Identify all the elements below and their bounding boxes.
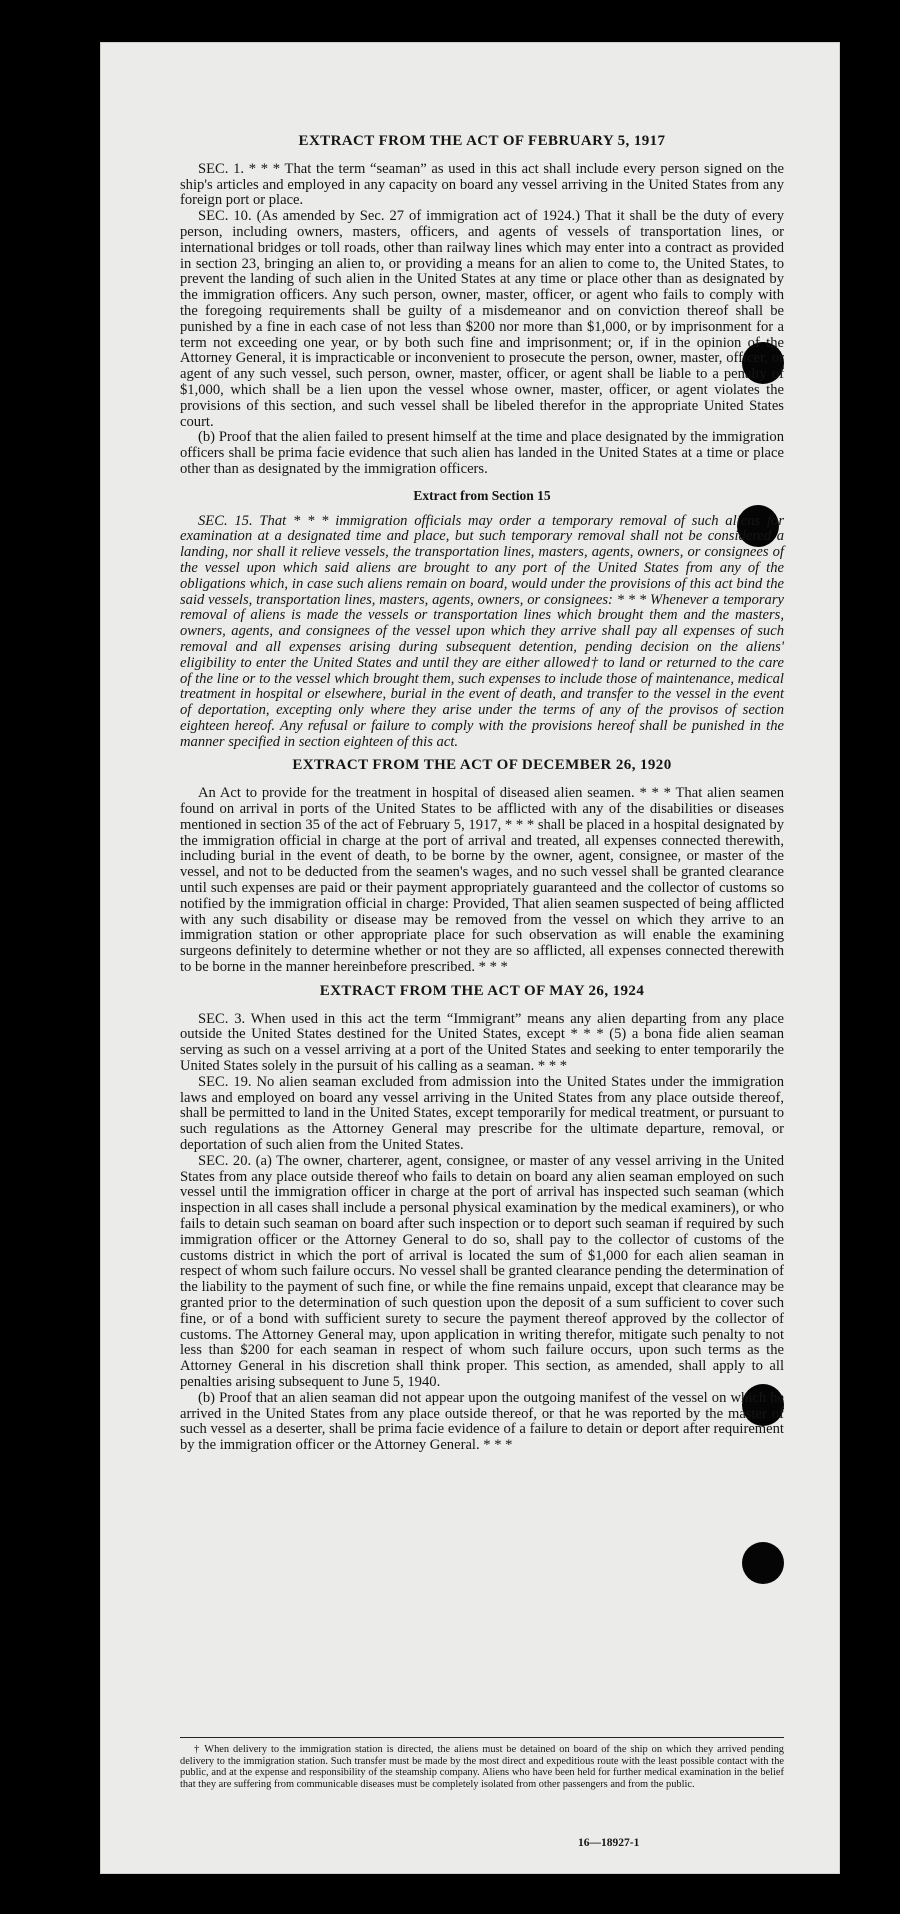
section-19-text: SEC. 19. No alien seaman excluded from admission into the United States under the immigration laws and employed on board any vessel arriving in the United States from any place outside thereof, shall be permitted to land in the United States, except temporarily for medical treatment, or pursuant to such regulations as the Attorney General may prescribe for the ultimate departure, removal, or deportation of such alien from the United States. [180, 1073, 784, 1154]
section-20b-text: (b) Proof that an alien seaman did not appear upon the outgoing manifest of the vessel on which he arrived in the United States from any place outside thereof, or that he was reported by the master of such vessel as a deserter, shall be prima facie evidence of a failure to detain or deport after requirement by the immigration officer or the Attorney General. * * * [180, 1389, 784, 1454]
section-10-text: SEC. 10. (As amended by Sec. 27 of immigration act of 1924.) That it shall be the duty of every person, including owners, masters, officers, and agents of vessels of transportation lines, or international bridges or toll roads, other than railway lines which may enter into a contract as provided in section 23, bringing an alien to, or providing a means for an alien to come to, the United States, to prevent the landing of such alien in the United States at any time or place other than as designated by the immigration officers. Any such person, owner, master, officer, or agent who fails to comply with the foregoing requirements shall be guilty of a misdemeanor and on conviction thereof shall be punished by a fine in each case of not less than $200 nor more than $1,000, or by imprisonment for a term not exceeding one year, or by both such fine and imprisonment; or, if in the opinion of the Attorney General, it is impracticable or inconvenient to prosecute the person, owner, master, officer, or agent of any such vessel, such person, owner, master, officer, or agent shall be liable to a penalty of $1,000, which shall be a lien upon the vessel whose owner, master, officer, or agent violates the provisions of this section, and such vessel shall be libeled therefor in the appropriate United States court. [180, 208, 784, 430]
section-10b-text: (b) Proof that the alien failed to present himself at the time and place designated by the immigration officers shall be prima facie evidence that such alien has landed in the United States at a time or place other than as designated by the immigration officers. [180, 429, 784, 477]
document-body [180, 134, 784, 1454]
act-1920-text: An Act to provide for the treatment in hospital of diseased alien seamen. * * * That alien seamen found on arrival in ports of the United States to be afflicted with any of the disabilities or diseases mentioned in section 35 of the act of February 5, 1917, * * * shall be placed in a hospital designated by the immigration official in charge at the port of arrival and treated, all expenses connected therewith, including burial in the event of death, to be borne by the owner, agent, consignee, or master of the vessel, and not to be deducted from the seamen's wages, and no such vessel shall be granted clearance until such expenses are paid or their payment appropriately guaranteed and the collector of customs so notified by the immigration official in charge: Provided, That alien seamen suspected of being afflicted with any such disability or disease may be removed from the vessel on which they arrive to an immigration station or other appropriate place for such observation as will enable the examining surgeons definitely to determine whether or not they are so afflicted, all expenses connected therewith to be borne in the manner hereinbefore prescribed. * * * [180, 785, 784, 976]
section-15-text: SEC. 15. That * * * immigration officials may order a temporary removal of such aliens for examination at a designated time and place, but such temporary removal shall not be considered a landing, nor shall it relieve vessels, the transportation lines, masters, agents, owners, or consignees of the vessel upon which said aliens are brought to any port of the United States from any of the obligations which, in case such aliens remain on board, would under the provisions of this act bind the said vessels, transportation lines, masters, agents, owners, or consignees: * * * Whenever a temporary removal of aliens is made the vessels or transportation lines which brought them and the masters, owners, agents, and consignees of the vessel upon which they arrive shall pay all expenses of such removal and all expenses arising during subsequent detention, pending decision on the aliens' eligibility to enter the United States and until they are either allowed† to land or returned to the care of the line or to the vessel which brought them, such expenses to include those of maintenance, medical treatment in hospital or elsewhere, burial in the event of death, and transfer to the vessel in the event of deportation, excepting only where they arise under the terms of any of the provisos of section eighteen hereof. Any refusal or failure to comply with the provisions hereof shall be punished in the manner specified in section eighteen of this act. [180, 512, 784, 750]
heading-act-1917: EXTRACT FROM THE ACT OF FEBRUARY 5, 1917 [298, 133, 666, 149]
document-page [100, 42, 840, 1874]
footnote [180, 1737, 784, 1790]
heading-act-1920: EXTRACT FROM THE ACT OF DECEMBER 26, 1920 [292, 757, 672, 774]
section-20-text: SEC. 20. (a) The owner, charterer, agent, consignee, or master of any vessel arriving in the United States from any place outside thereof who fails to detain on board any alien seaman employed on such vessel until the immigration officer in charge at the port of arrival has inspected such seaman (which inspection in all cases shall include a personal physical examination by the medical examiners), or who fails to detain such seaman on board after such inspection or to deport such seaman if required by such immigration officer or the Attorney General to do so, shall pay to the collector of customs of the customs district in which the port of arrival is located the sum of $1,000 for each alien seaman in respect of whom such failure occurs. No vessel shall be granted clearance pending the determination of the liability to the payment of such fine, or while the fine remains unpaid, except that clearance may be granted prior to the determination of such question upon the deposit of a sum sufficient to cover such fine, or of a bond with sufficient surety to secure the payment thereof approved by the collector of customs. The Attorney General may, upon application in writing therefor, mitigate such penalty to not less than $200 for each seaman in respect of whom such failure occurs, upon such terms as the Attorney General in his discretion shall think proper. This section, as amended, shall apply to all penalties arising subsequent to June 5, 1940. [180, 1152, 784, 1390]
form-number: 16—18927-1 [578, 1837, 640, 1849]
footnote-text: † When delivery to the immigration station is directed, the aliens must be detained on board of the ship on which they arrived pending delivery to the immigration station. Such transfer must be made by the most direct and expeditious route with the least possible contact with the public, and at the expense and responsibility of the steamship company. Aliens who have been held for further medical examination in the belief that they are suffering from communicable diseases must be completely isolated from other passengers and from the public. [180, 1744, 784, 1790]
section-3-text: SEC. 3. When used in this act the term “Immigrant” means any alien departing from any place outside the United States destined for the United States, except * * * (5) a bona fide alien seaman serving as such on a vessel arriving at a port of the United States and seeking to enter temporarily the United States solely in the pursuit of his calling as a seaman. * * * [180, 1010, 784, 1075]
section-1-text: SEC. 1. * * * That the term “seaman” as used in this act shall include every person signed on the ship's articles and employed in any capacity on board any vessel arriving in the United States from any foreign port or place. [180, 160, 784, 209]
heading-section-15: Extract from Section 15 [413, 487, 551, 503]
punch-hole [742, 1542, 784, 1584]
heading-act-1924: EXTRACT FROM THE ACT OF MAY 26, 1924 [319, 982, 645, 999]
